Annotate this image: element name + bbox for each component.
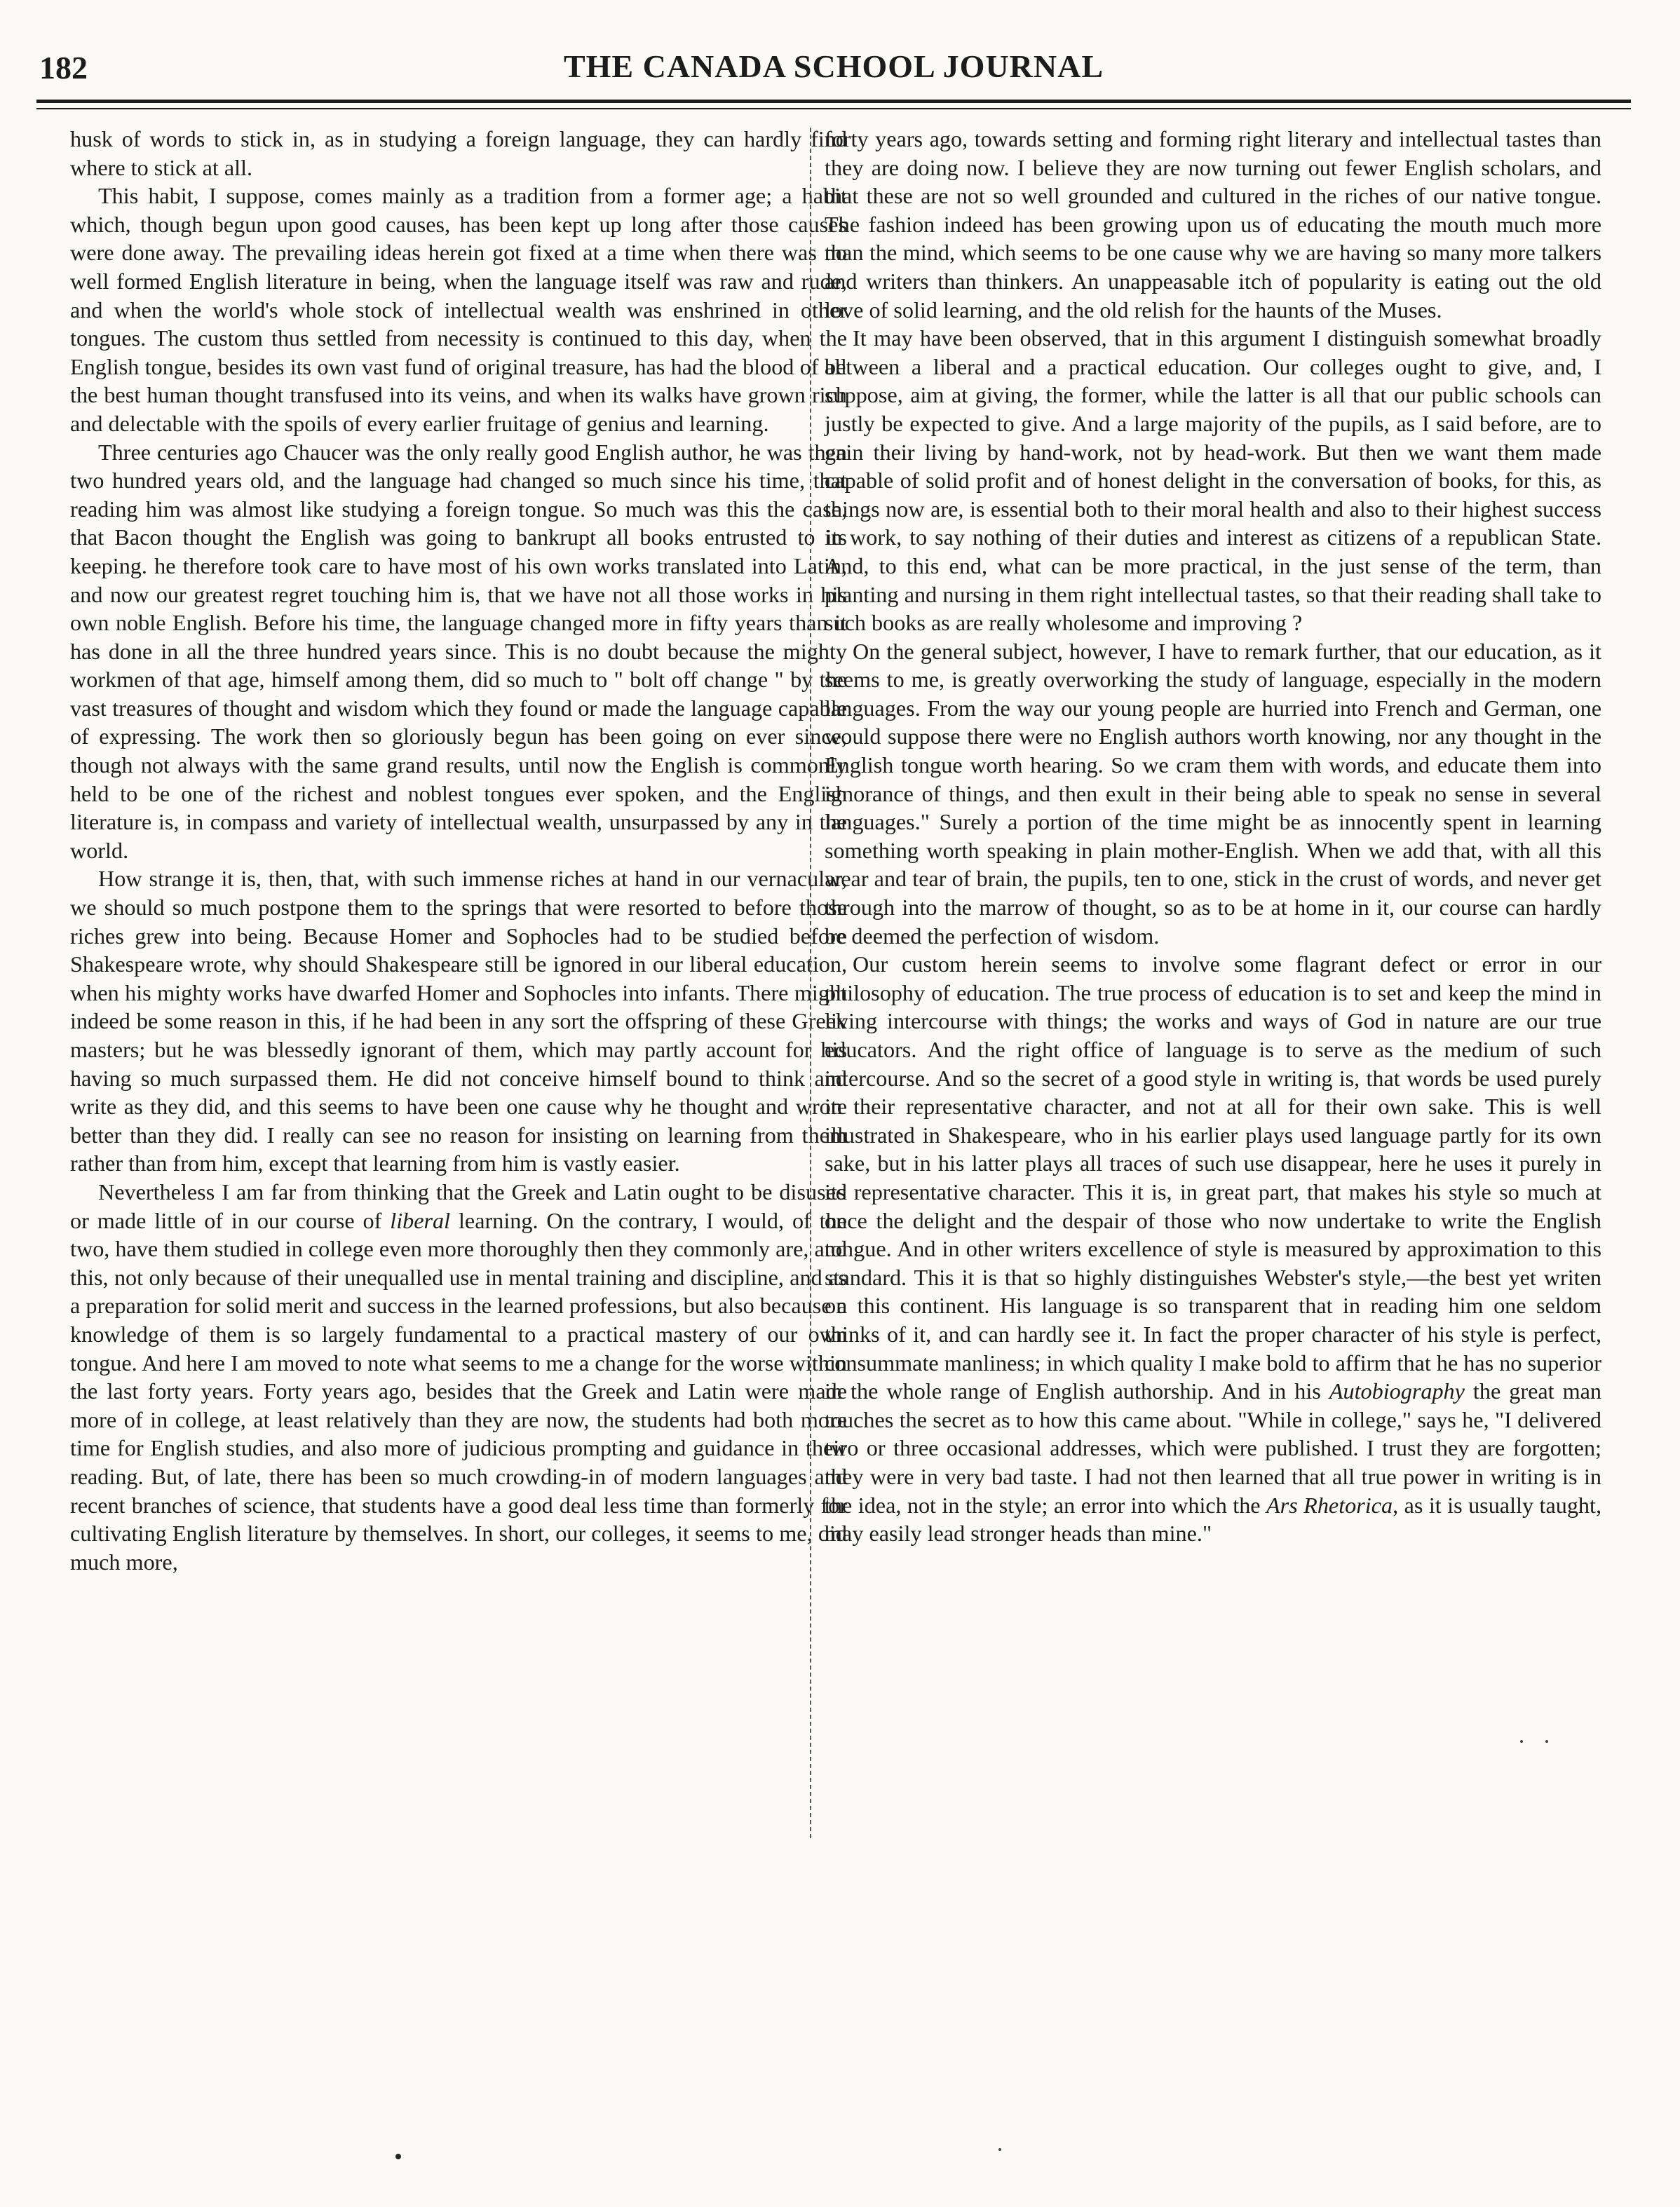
ink-speck — [395, 2154, 401, 2159]
paragraph: husk of words to stick in, as in studying a foreign language, they can hardly find where to stick at all. — [70, 126, 847, 180]
ink-speck — [1520, 1740, 1523, 1743]
paragraph: How strange it is, then, that, with such immense riches at hand in our vernacular, we should so much postpone them to the springs that were resorted to before those riches grew into being. Because Homer and Sophocles had to be studied before Shakespeare wrote, why should Shakespeare still be ignored in our liberal education, when his mighty works have dwarfed Homer and Sophocles into infants. There might indeed be some reason in this, if he had been in any sort the offspring of these Greek masters; but he was blessedly ignorant of them, which may partly account for his having so much surpassed them. He did not conceive himself bound to think and write as they did, and this seems to have been one cause why he thought and wrote better than they did. I really can see no reason for insisting on learning from them rather than from him, except that learning from him is vastly easier. — [70, 866, 847, 1176]
text-run: Our custom herein seems to involve some flagrant defect or error in our philosophy of education. The true process of education is to set and keep the mind in living intercourse with things; the works and ways of God in nature are our true educators. And the right office of language is to serve as the medium of such intercourse. And so the secret of a good style in writing is, that words be used purely in their representative character, and not at all for their own sake. This is well illustrated in Shakespeare, who in his earlier plays used language partly for its own sake, but in his latter plays all traces of such use disappear, here he uses it purely in its representative character. This it is, in great part, that makes his style so much at once the delight and the despair of those who now undertake to write the English tongue. And in other writers excellence of style is measured by approximation to this standard. This it is that so highly distinguishes Webster's style,—the best yet writen on this continent. His language is so transparent that in reading him one seldom thinks of it, and can hardly see it. In fact the proper character of his style is perfect, consummate manliness; in which quality I make bold to affirm that he has no superior in the whole range of English authorship. And in his — [825, 951, 1601, 1404]
ink-speck — [998, 2148, 1001, 2151]
italic-title: Ars Rhetorica — [1266, 1492, 1393, 1518]
text-run: , as it is usually taught, may easily lead stronger heads than mine." — [825, 1492, 1601, 1547]
paragraph: forty years ago, towards setting and forming right literary and intellectual tastes than they are doing now. I believe they are now turning out fewer English scholars, and that these are not so well grounded and cultured in the riches of our native tongue. The fashion indeed has been growing upon us of educating the mouth much more than the mind, which seems to be one cause why we are having so many more talkers and writers than thinkers. An unappeasable itch of popularity is eating out the old love of solid learning, and the old relish for the haunts of the Muses. — [825, 126, 1601, 322]
paragraph: It may have been observed, that in this argument I distinguish somewhat broadly between a liberal and a practical education. Our colleges ought to give, and, I suppose, aim at giving, the former, while the latter is all that our public schools can justly be expected to give. And a large majority of the pupils, as I said before, are to gain their living by hand-work, not by head-work. But then we want them made capable of solid profit and of honest delight in the conversation of books, for this, as things now are, is essential both to their moral health and also to their highest success in work, to say nothing of their duties and interest as citizens of a republican State. And, to this end, what can be more practical, in the just sense of the term, than planting and nursing in them right intellectual tastes, so that their reading shall take to such books as are really wholesome and improving ? — [825, 325, 1601, 636]
paragraph: Three centuries ago Chaucer was the only really good English author, he was then two hundred years old, and the language had changed so much since his time, that reading him was almost like studying a foreign tongue. So much was this the case, that Bacon thought the English was going to bankrupt all books entrusted to its keeping. he therefore took care to have most of his own works translated into Latin, and now our greatest regret touching him is, that we have not all those works in his own noble English. Before his time, the language changed more in fifty years than it has done in all the three hundred years since. This is no doubt because the mighty workmen of that age, himself among them, did so much to " bolt off change " by the vast treasures of thought and wisdom which they found or made the language capable of expressing. The work then so gloriously begun has been going on ever since, though not always with the same grand results, until now the English is commonly held to be one of the richest and noblest tongues ever spoken, and the English literature is, in compass and variety of intellectual wealth, unsurpassed by any in the world. — [70, 439, 847, 863]
page-number: 182 — [39, 50, 88, 86]
italic-word: liberal — [390, 1207, 451, 1233]
paragraph: On the general subject, however, I have to remark further, that our education, as it seems to me, is greatly overworking the study of language, especially in the modern languages. From the way our young people are hurried into French and German, one would suppose there were no English authors worth knowing, nor any thought in the English tongue worth hearing. So we cram them with words, and educate them into ignorance of things, and then exult in their being able to speak no sense in several languages." Surely a portion of the time might be as innocently spent in learning something worth speaking in plain mother-English. When we add that, with all this wear and tear of brain, the pupils, ten to one, stick in the crust of words, and never get through into the marrow of thought, so as to be at home in it, our course can hardly be deemed the perfection of wisdom. — [825, 638, 1601, 949]
text-run: learning. On the contrary, I would, of the two, have them studied in college even more thoroughly then they commonly are, and this, not only because of their unequalled use in mental training and discipline, and as a preparation for solid merit and success in the learned professions, but also because a knowledge of them is so largely fundamental to a practical mastery of our own tongue. And here I am moved to note what seems to me a change for the worse within the last forty years. Forty years ago, besides that the Greek and Latin were made more of in college, at least relatively than they are now, the students had both more time for English studies, and also more of judicious prompting and guidance in their reading. But, of late, there has been so much crowding-in of modern languages and recent branches of science, that students have a good deal less time than formerly for cultivating English literature by themselves. In short, our colleges, it seems to me, did much more, — [70, 1207, 847, 1575]
journal-title: THE CANADA SCHOOL JOURNAL — [563, 48, 1104, 84]
text-run: the great man touches the secret as to how this came about. "While in college," says he, "I delivered two or three occasional addresses, which were published. I trust they are forgotten; they were in very bad taste. I had not then learned that all true power in writing is in the idea, not in the style; an error into which the — [825, 1378, 1601, 1518]
italic-title: Autobiography — [1329, 1378, 1465, 1404]
text-run: Nevertheless I am far from thinking that the Greek and Latin ought to be disused or made little of in our course of — [70, 1179, 847, 1233]
ink-speck — [1545, 1740, 1548, 1743]
paragraph: This habit, I suppose, comes mainly as a tradition from a former age; a habit which, though begun upon good causes, has been kept up long after those causes were done away. The prevailing ideas herein got fixed at a time when there was no well formed English literature in being, when the language itself was raw and rude, and when the world's whole stock of intellectual wealth was enshrined in other tongues. The custom thus settled from necessity is continued to this day, when the English tongue, besides its own vast fund of original treasure, has had the blood of all the best human thought transfused into its veins, and when its walks have grown rich and delectable with the spoils of every earlier fruitage of genius and learning. — [70, 183, 847, 436]
